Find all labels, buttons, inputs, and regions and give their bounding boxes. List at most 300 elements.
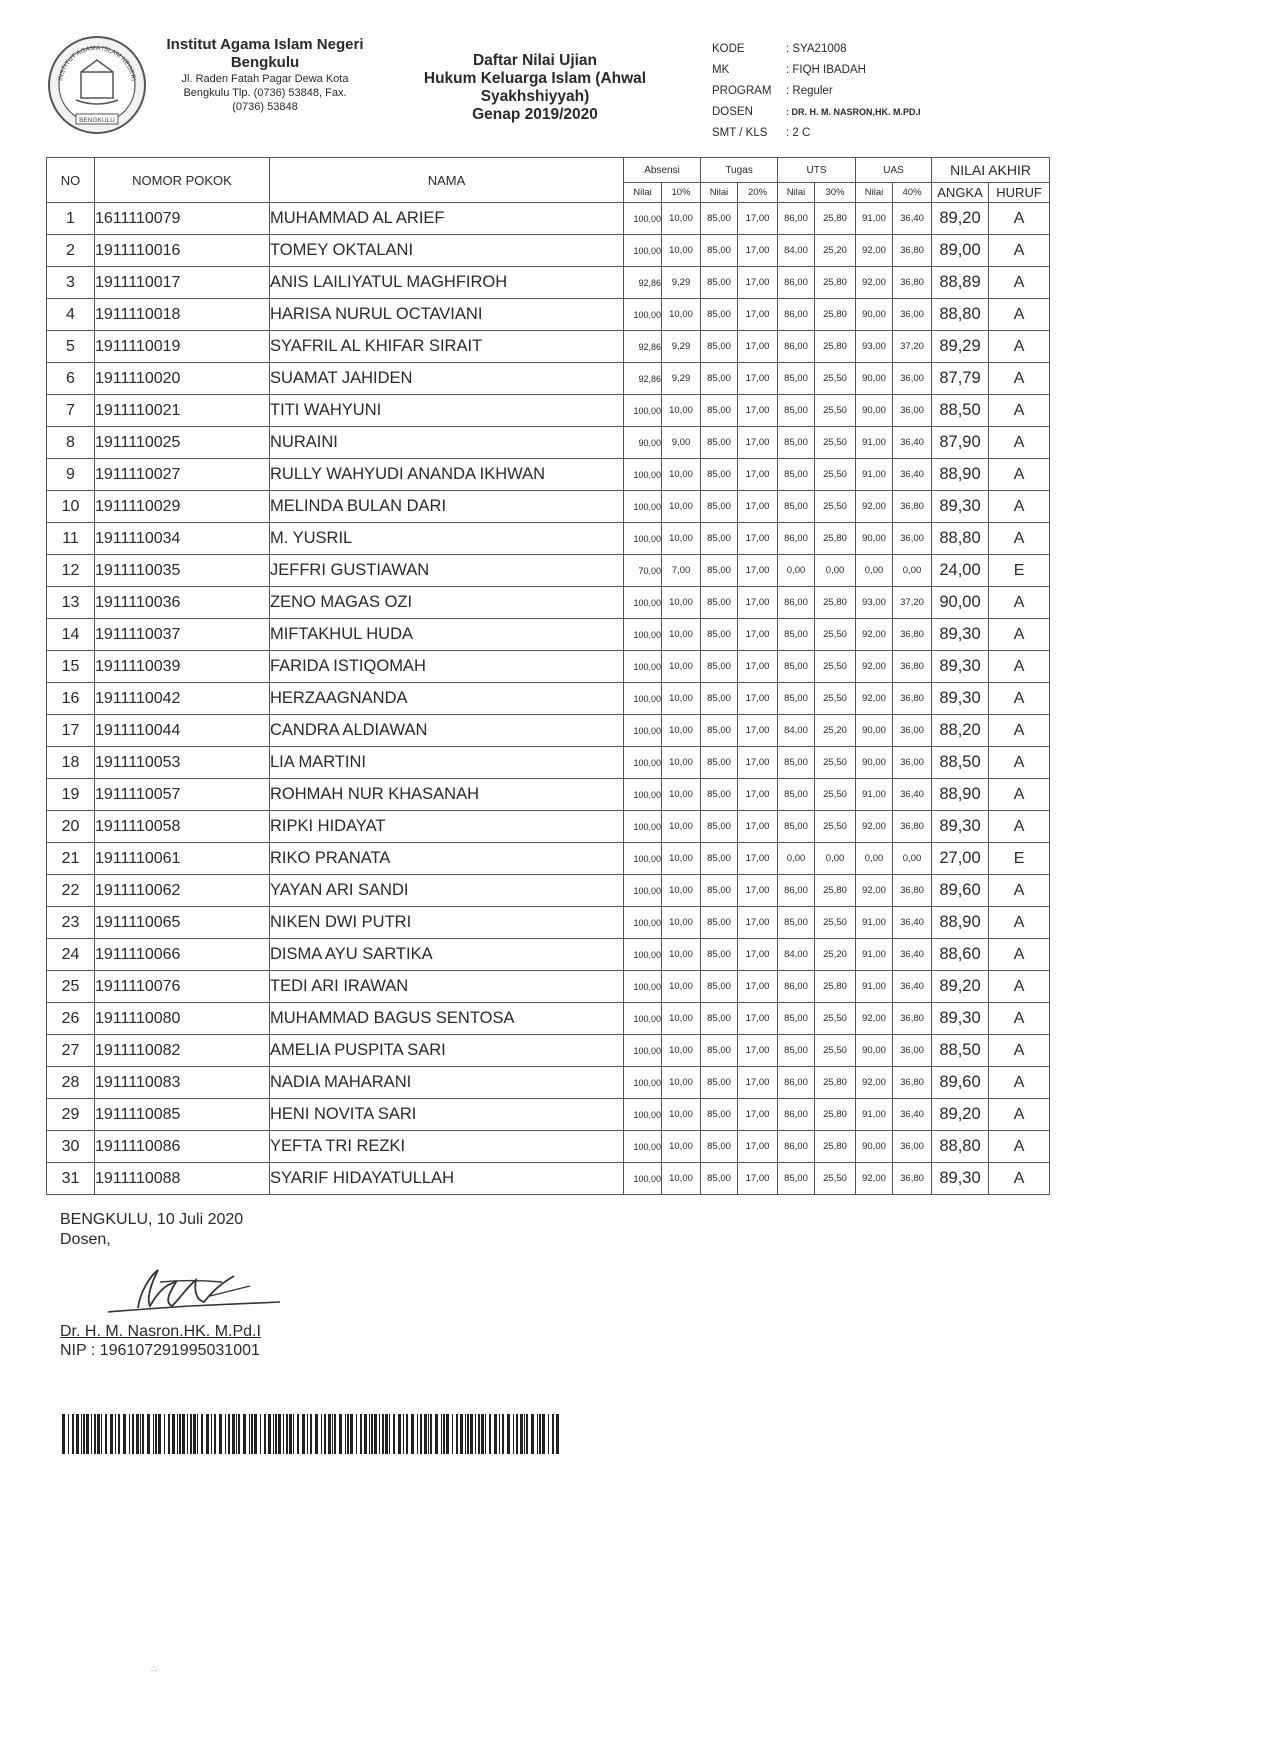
barcode-bar — [443, 1414, 445, 1454]
row-absensi-pct: 10,00 — [662, 1067, 701, 1099]
row-uts-pct: 25,50 — [815, 459, 856, 491]
meta-dosen — [712, 101, 921, 122]
row-uts-pct: 25,50 — [815, 907, 856, 939]
table-row — [47, 267, 1050, 299]
row-uts-pct: 25,80 — [815, 331, 856, 363]
table-row — [47, 971, 1050, 1003]
row-uts-pct: 25,20 — [815, 235, 856, 267]
row-tugas-nilai: 85,00 — [701, 523, 738, 555]
barcode-bar — [293, 1414, 294, 1454]
handwritten-signature — [100, 1262, 290, 1324]
row-uas-pct: 36,40 — [893, 459, 932, 491]
row-uas-pct: 36,00 — [893, 523, 932, 555]
row-angka: 88,50 — [932, 747, 989, 779]
sub-nilai: Nilai — [856, 183, 893, 203]
row-angka: 89,20 — [932, 203, 989, 235]
table-row — [47, 619, 1050, 651]
row-angka: 89,00 — [932, 235, 989, 267]
barcode-bar — [389, 1414, 390, 1454]
row-uts-pct: 25,80 — [815, 267, 856, 299]
barcode-bar — [328, 1414, 331, 1454]
row-absensi-pct: 10,00 — [662, 907, 701, 939]
row-tugas-pct: 17,00 — [738, 715, 778, 747]
address-line: Jl. Raden Fatah Pagar Dewa Kota — [181, 73, 349, 85]
row-nama: MIFTAKHUL HUDA — [270, 619, 624, 651]
row-absensi-pct: 10,00 — [662, 203, 701, 235]
institution-block — [150, 36, 380, 114]
col-uts: UTS — [778, 158, 856, 183]
barcode-bar — [441, 1414, 442, 1454]
row-absensi-pct: 10,00 — [662, 1163, 701, 1195]
row-no: 28 — [47, 1067, 95, 1099]
row-uts-pct: 0,00 — [815, 843, 856, 875]
table-row — [47, 715, 1050, 747]
row-angka: 88,50 — [932, 1035, 989, 1067]
row-angka: 87,79 — [932, 363, 989, 395]
row-no: 6 — [47, 363, 95, 395]
barcode-bar — [552, 1414, 554, 1454]
row-nama: MELINDA BULAN DARI — [270, 491, 624, 523]
col-nilai-akhir: NILAI AKHIR — [932, 158, 1050, 183]
row-no: 20 — [47, 811, 95, 843]
barcode-bar — [364, 1414, 367, 1454]
row-uts-pct: 25,80 — [815, 203, 856, 235]
row-angka: 89,30 — [932, 1163, 989, 1195]
row-tugas-pct: 17,00 — [738, 747, 778, 779]
row-tugas-pct: 17,00 — [738, 331, 778, 363]
row-uas-nilai: 90,00 — [856, 523, 893, 555]
barcode-bar — [369, 1414, 370, 1454]
row-uas-pct: 36,80 — [893, 1003, 932, 1035]
row-nama: SUAMAT JAHIDEN — [270, 363, 624, 395]
barcode-bar — [193, 1414, 196, 1454]
table-row — [47, 811, 1050, 843]
barcode-bar — [214, 1414, 216, 1454]
row-uas-nilai: 90,00 — [856, 747, 893, 779]
row-uas-nilai: 90,00 — [856, 363, 893, 395]
row-no: 29 — [47, 1099, 95, 1131]
row-uas-nilai: 93,00 — [856, 587, 893, 619]
row-uas-nilai: 92,00 — [856, 235, 893, 267]
table-row — [47, 843, 1050, 875]
barcode-bar — [417, 1414, 418, 1454]
row-uas-nilai: 92,00 — [856, 267, 893, 299]
row-uts-nilai: 0,00 — [778, 843, 815, 875]
row-uas-pct: 36,40 — [893, 971, 932, 1003]
row-tugas-pct: 17,00 — [738, 651, 778, 683]
row-tugas-nilai: 85,00 — [701, 555, 738, 587]
row-uts-nilai: 85,00 — [778, 779, 815, 811]
row-tugas-pct: 17,00 — [738, 939, 778, 971]
row-angka: 89,29 — [932, 331, 989, 363]
row-absensi-nilai: 100,00 — [624, 1099, 662, 1131]
barcode-bar — [105, 1414, 107, 1454]
row-uas-nilai: 91,00 — [856, 779, 893, 811]
row-nama: ZENO MAGAS OZI — [270, 587, 624, 619]
table-row — [47, 939, 1050, 971]
institution-logo — [46, 34, 148, 136]
barcode-bar — [393, 1414, 395, 1454]
col-nomor-pokok: NOMOR POKOK — [95, 158, 270, 203]
row-huruf: A — [989, 683, 1050, 715]
row-nomor-pokok: 1911110042 — [95, 683, 270, 715]
row-nomor-pokok: 1911110037 — [95, 619, 270, 651]
row-tugas-nilai: 85,00 — [701, 971, 738, 1003]
row-angka: 88,20 — [932, 715, 989, 747]
row-tugas-pct: 17,00 — [738, 491, 778, 523]
row-uts-nilai: 86,00 — [778, 875, 815, 907]
row-huruf: A — [989, 587, 1050, 619]
barcode-bar — [264, 1414, 266, 1454]
barcode-bar — [456, 1414, 458, 1454]
table-row — [47, 203, 1050, 235]
row-huruf: A — [989, 299, 1050, 331]
row-nama: M. YUSRIL — [270, 523, 624, 555]
barcode-bar — [556, 1414, 559, 1454]
signer-role: Dosen, — [60, 1231, 111, 1248]
row-angka: 88,50 — [932, 395, 989, 427]
row-uts-nilai: 85,00 — [778, 427, 815, 459]
row-no: 24 — [47, 939, 95, 971]
barcode-bar — [249, 1414, 250, 1454]
row-tugas-pct: 17,00 — [738, 555, 778, 587]
row-uas-pct: 36,80 — [893, 875, 932, 907]
row-uas-nilai: 92,00 — [856, 1163, 893, 1195]
address-line: (0736) 53848 — [232, 101, 298, 113]
row-nomor-pokok: 1911110086 — [95, 1131, 270, 1163]
row-tugas-pct: 17,00 — [738, 459, 778, 491]
sub-pct: 40% — [893, 183, 932, 203]
row-tugas-nilai: 85,00 — [701, 683, 738, 715]
row-absensi-nilai: 100,00 — [624, 1067, 662, 1099]
row-uas-nilai: 90,00 — [856, 395, 893, 427]
row-absensi-pct: 10,00 — [662, 1035, 701, 1067]
row-uas-pct: 36,40 — [893, 907, 932, 939]
row-tugas-nilai: 85,00 — [701, 875, 738, 907]
barcode-bar — [516, 1414, 518, 1454]
table-row — [47, 651, 1050, 683]
row-tugas-nilai: 85,00 — [701, 715, 738, 747]
barcode-bar — [542, 1414, 545, 1454]
row-uas-nilai: 0,00 — [856, 555, 893, 587]
row-uts-nilai: 85,00 — [778, 683, 815, 715]
row-uts-pct: 25,80 — [815, 1131, 856, 1163]
barcode-bar — [283, 1414, 284, 1454]
row-uts-nilai: 84,00 — [778, 939, 815, 971]
barcode-bar — [382, 1414, 384, 1454]
row-nama: DISMA AYU SARTIKA — [270, 939, 624, 971]
row-uas-pct: 36,40 — [893, 779, 932, 811]
row-uts-pct: 25,50 — [815, 1035, 856, 1067]
row-tugas-nilai: 85,00 — [701, 363, 738, 395]
col-uas: UAS — [856, 158, 932, 183]
row-huruf: A — [989, 523, 1050, 555]
row-absensi-pct: 10,00 — [662, 299, 701, 331]
row-tugas-pct: 17,00 — [738, 619, 778, 651]
row-uts-nilai: 85,00 — [778, 651, 815, 683]
row-uts-pct: 25,20 — [815, 715, 856, 747]
row-uas-nilai: 91,00 — [856, 971, 893, 1003]
sub-nilai: Nilai — [701, 183, 738, 203]
row-nama: HARISA NURUL OCTAVIANI — [270, 299, 624, 331]
row-huruf: A — [989, 651, 1050, 683]
row-huruf: A — [989, 907, 1050, 939]
table-row — [47, 427, 1050, 459]
row-uts-nilai: 86,00 — [778, 1099, 815, 1131]
barcode-bar — [206, 1414, 209, 1454]
row-huruf: A — [989, 459, 1050, 491]
table-row — [47, 779, 1050, 811]
row-angka: 89,20 — [932, 971, 989, 1003]
row-huruf: A — [989, 363, 1050, 395]
row-nama: RIKO PRANATA — [270, 843, 624, 875]
barcode-bar — [385, 1414, 388, 1454]
row-huruf: A — [989, 1099, 1050, 1131]
table-row — [47, 1163, 1050, 1195]
row-tugas-nilai: 85,00 — [701, 779, 738, 811]
row-uts-nilai: 85,00 — [778, 491, 815, 523]
row-absensi-nilai: 100,00 — [624, 1035, 662, 1067]
row-nomor-pokok: 1911110080 — [95, 1003, 270, 1035]
row-uts-nilai: 84,00 — [778, 715, 815, 747]
row-nama: HENI NOVITA SARI — [270, 1099, 624, 1131]
row-tugas-nilai: 85,00 — [701, 491, 738, 523]
row-angka: 89,30 — [932, 1003, 989, 1035]
row-uts-pct: 25,50 — [815, 683, 856, 715]
row-uas-pct: 36,80 — [893, 651, 932, 683]
row-uts-nilai: 85,00 — [778, 907, 815, 939]
row-uas-pct: 36,00 — [893, 747, 932, 779]
row-absensi-pct: 10,00 — [662, 619, 701, 651]
row-no: 2 — [47, 235, 95, 267]
barcode-bar — [371, 1414, 373, 1454]
row-nomor-pokok: 1911110065 — [95, 907, 270, 939]
table-row — [47, 299, 1050, 331]
row-tugas-pct: 17,00 — [738, 267, 778, 299]
barcode-bar — [467, 1414, 469, 1454]
row-no: 23 — [47, 907, 95, 939]
row-uts-nilai: 86,00 — [778, 1131, 815, 1163]
row-uas-pct: 36,00 — [893, 1131, 932, 1163]
row-uas-pct: 36,40 — [893, 203, 932, 235]
row-uts-pct: 25,80 — [815, 1067, 856, 1099]
row-no: 7 — [47, 395, 95, 427]
row-no: 15 — [47, 651, 95, 683]
row-no: 4 — [47, 299, 95, 331]
barcode-bar — [339, 1414, 342, 1454]
barcode-bar — [83, 1414, 85, 1454]
barcode-bar — [142, 1414, 144, 1454]
row-uts-nilai: 86,00 — [778, 203, 815, 235]
row-uas-nilai: 92,00 — [856, 811, 893, 843]
row-tugas-pct: 17,00 — [738, 811, 778, 843]
row-tugas-pct: 17,00 — [738, 875, 778, 907]
row-tugas-pct: 17,00 — [738, 971, 778, 1003]
row-uas-nilai: 90,00 — [856, 1035, 893, 1067]
row-absensi-pct: 10,00 — [662, 747, 701, 779]
barcode-bar — [360, 1414, 362, 1454]
row-huruf: A — [989, 235, 1050, 267]
row-tugas-nilai: 85,00 — [701, 427, 738, 459]
row-no: 18 — [47, 747, 95, 779]
row-nama: FARIDA ISTIQOMAH — [270, 651, 624, 683]
row-tugas-pct: 17,00 — [738, 1067, 778, 1099]
row-uas-nilai: 91,00 — [856, 907, 893, 939]
row-tugas-nilai: 85,00 — [701, 811, 738, 843]
barcode-bar — [332, 1414, 333, 1454]
row-tugas-nilai: 85,00 — [701, 1003, 738, 1035]
row-absensi-pct: 9,29 — [662, 363, 701, 395]
row-tugas-nilai: 85,00 — [701, 267, 738, 299]
barcode — [62, 1414, 562, 1454]
row-absensi-nilai: 92,86 — [624, 267, 662, 299]
row-nama: HERZAAGNANDA — [270, 683, 624, 715]
row-no: 8 — [47, 427, 95, 459]
barcode-bar — [478, 1414, 480, 1454]
row-uts-pct: 0,00 — [815, 555, 856, 587]
row-uts-nilai: 0,00 — [778, 555, 815, 587]
row-absensi-pct: 9,00 — [662, 427, 701, 459]
row-absensi-nilai: 100,00 — [624, 715, 662, 747]
place-date: BENGKULU, 10 Juli 2020 — [60, 1211, 244, 1228]
barcode-bar — [350, 1414, 353, 1454]
row-nomor-pokok: 1911110039 — [95, 651, 270, 683]
row-angka: 87,90 — [932, 427, 989, 459]
row-uas-pct: 36,40 — [893, 427, 932, 459]
barcode-bar — [347, 1414, 349, 1454]
sub-angka: ANGKA — [932, 183, 989, 203]
barcode-bar — [179, 1414, 181, 1454]
barcode-bar — [435, 1414, 438, 1454]
row-uas-nilai: 91,00 — [856, 1099, 893, 1131]
row-no: 16 — [47, 683, 95, 715]
barcode-bar — [228, 1414, 230, 1454]
row-uas-pct: 36,00 — [893, 299, 932, 331]
row-no: 21 — [47, 843, 95, 875]
row-absensi-nilai: 100,00 — [624, 1163, 662, 1195]
row-angka: 88,90 — [932, 459, 989, 491]
course-meta — [712, 38, 921, 143]
row-huruf: A — [989, 491, 1050, 523]
row-nama: MUHAMMAD BAGUS SENTOSA — [270, 1003, 624, 1035]
barcode-bar — [524, 1414, 525, 1454]
meta-label: PROGRAM — [712, 84, 772, 97]
row-nama: NURAINI — [270, 427, 624, 459]
table-row — [47, 875, 1050, 907]
barcode-bar — [91, 1414, 92, 1454]
barcode-bar — [147, 1414, 150, 1454]
barcode-bar — [254, 1414, 257, 1454]
row-tugas-pct: 17,00 — [738, 683, 778, 715]
row-tugas-pct: 17,00 — [738, 1163, 778, 1195]
institution-name: Institut Agama Islam Negeri — [166, 36, 364, 53]
meta-value: : FIQH IBADAH — [786, 63, 866, 76]
row-tugas-nilai: 85,00 — [701, 203, 738, 235]
row-huruf: A — [989, 715, 1050, 747]
row-absensi-pct: 10,00 — [662, 491, 701, 523]
row-nama: TEDI ARI IRAWAN — [270, 971, 624, 1003]
row-uts-pct: 25,50 — [815, 1003, 856, 1035]
row-tugas-nilai: 85,00 — [701, 587, 738, 619]
row-no: 27 — [47, 1035, 95, 1067]
barcode-bar — [62, 1414, 65, 1454]
row-angka: 89,30 — [932, 619, 989, 651]
table-row — [47, 907, 1050, 939]
row-absensi-nilai: 100,00 — [624, 907, 662, 939]
barcode-bar — [68, 1414, 69, 1454]
table-row — [47, 363, 1050, 395]
row-uas-nilai: 92,00 — [856, 1003, 893, 1035]
row-tugas-nilai: 85,00 — [701, 939, 738, 971]
barcode-bar — [268, 1414, 271, 1454]
row-no: 1 — [47, 203, 95, 235]
meta-smt-kls — [712, 122, 921, 143]
row-nama: TOMEY OKTALANI — [270, 235, 624, 267]
row-no: 17 — [47, 715, 95, 747]
sub-nilai: Nilai — [624, 183, 662, 203]
row-uas-nilai: 91,00 — [856, 427, 893, 459]
row-absensi-pct: 10,00 — [662, 587, 701, 619]
row-nama: CANDRA ALDIAWAN — [270, 715, 624, 747]
barcode-bar — [140, 1414, 141, 1454]
row-nomor-pokok: 1911110088 — [95, 1163, 270, 1195]
table-row — [47, 1099, 1050, 1131]
row-angka: 88,80 — [932, 299, 989, 331]
row-uas-pct: 36,00 — [893, 715, 932, 747]
row-angka: 88,89 — [932, 267, 989, 299]
row-uts-nilai: 86,00 — [778, 299, 815, 331]
barcode-bar — [507, 1414, 510, 1454]
sub-nilai: Nilai — [778, 183, 815, 203]
row-tugas-pct: 17,00 — [738, 1035, 778, 1067]
barcode-bar — [182, 1414, 185, 1454]
row-uts-nilai: 85,00 — [778, 619, 815, 651]
barcode-bar — [307, 1414, 308, 1454]
table-row — [47, 747, 1050, 779]
title-line: Genap 2019/2020 — [472, 106, 598, 123]
barcode-bar — [164, 1414, 165, 1454]
row-uas-nilai: 90,00 — [856, 299, 893, 331]
row-absensi-nilai: 100,00 — [624, 235, 662, 267]
barcode-bar — [452, 1414, 453, 1454]
row-absensi-nilai: 100,00 — [624, 683, 662, 715]
row-absensi-nilai: 100,00 — [624, 843, 662, 875]
row-angka: 89,30 — [932, 683, 989, 715]
row-nomor-pokok: 1911110020 — [95, 363, 270, 395]
row-uas-nilai: 92,00 — [856, 683, 893, 715]
barcode-bar — [297, 1414, 299, 1454]
row-no: 5 — [47, 331, 95, 363]
meta-value: : 2 C — [786, 126, 811, 139]
footer-block — [60, 1210, 243, 1250]
signer-name: Dr. H. M. Nasron.HK. M.Pd.I — [60, 1323, 261, 1340]
logo-banner-text: BENGKULU — [79, 117, 115, 124]
row-huruf: A — [989, 1131, 1050, 1163]
barcode-bar — [548, 1414, 549, 1454]
row-angka: 88,60 — [932, 939, 989, 971]
barcode-bar — [238, 1414, 240, 1454]
meta-label: DOSEN — [712, 105, 753, 118]
row-absensi-pct: 10,00 — [662, 715, 701, 747]
barcode-bar — [420, 1414, 422, 1454]
meta-program — [712, 80, 921, 101]
row-nama: NIKEN DWI PUTRI — [270, 907, 624, 939]
meta-label: KODE — [712, 42, 745, 55]
row-nama: JEFFRI GUSTIAWAN — [270, 555, 624, 587]
table-row — [47, 1131, 1050, 1163]
row-uts-nilai: 85,00 — [778, 395, 815, 427]
row-angka: 89,60 — [932, 1067, 989, 1099]
